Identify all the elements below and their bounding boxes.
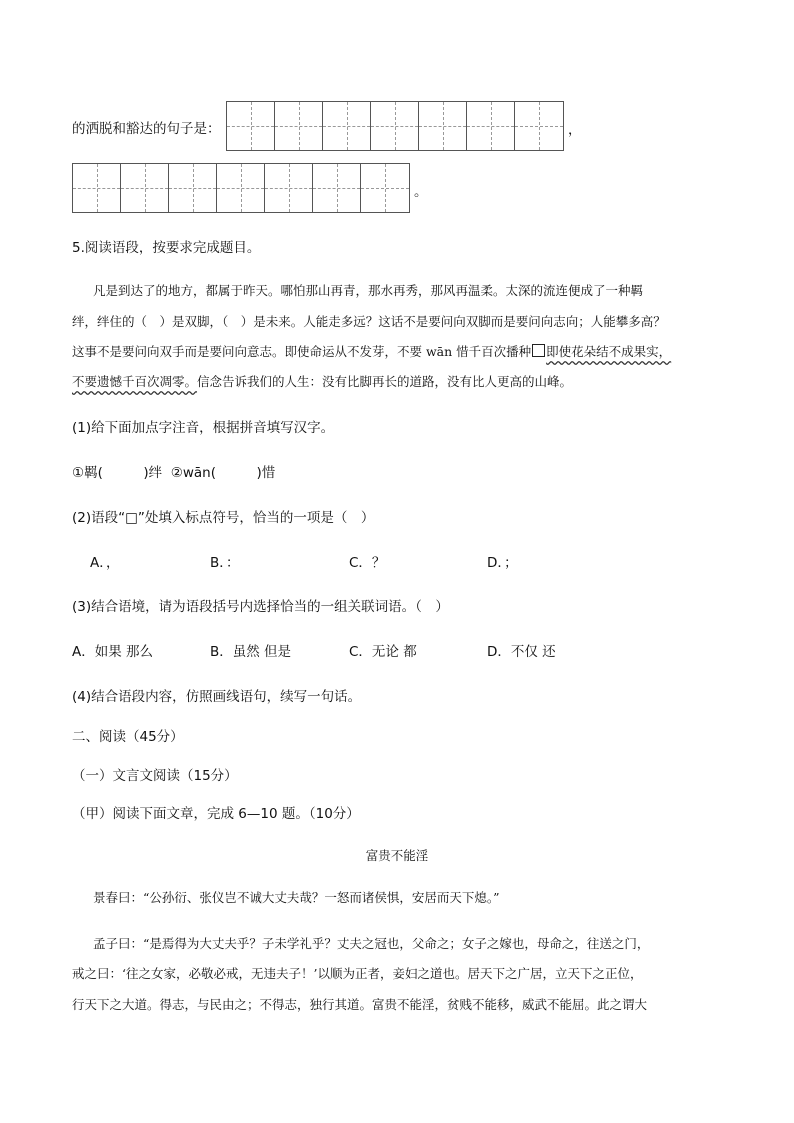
option-2d[interactable]: D．； bbox=[487, 555, 518, 571]
subquestion-1: (1)给下面加点字注音，根据拼音填写汉字。 bbox=[72, 420, 335, 436]
passage-line-3-text: 这事不是要问向双手而是要问向意志。即使命运从不发芽，不要 wān 惜千百次播种 bbox=[72, 344, 532, 359]
passage-line-4 bbox=[72, 372, 572, 390]
grid-cell[interactable] bbox=[371, 102, 419, 150]
grid-cell[interactable] bbox=[73, 164, 121, 212]
classical-para-2-line-1: 孟子曰：“是焉得为大丈夫乎？子未学礼乎？丈夫之冠也，父命之；女子之嫁也，母命之，往送之门， bbox=[93, 936, 650, 951]
grid-cell[interactable] bbox=[169, 164, 217, 212]
subquestion-1-items bbox=[72, 461, 275, 481]
part-a-instruction: （甲）阅读下面文章，完成 6—10 题。（10分） bbox=[72, 806, 360, 822]
option-3b[interactable]: B．虽然 但是 bbox=[210, 644, 292, 660]
blank-square-icon bbox=[532, 344, 545, 357]
grid-cell[interactable] bbox=[275, 102, 323, 150]
grid-cell[interactable] bbox=[361, 164, 409, 212]
underlined-sentence-part-2: 不要遗憾千百次凋零。 bbox=[72, 374, 198, 389]
grid-cell[interactable] bbox=[419, 102, 467, 150]
answer-grid-row-1[interactable] bbox=[226, 101, 564, 151]
q4-prompt-text: 的洒脱和豁达的句子是： bbox=[72, 121, 221, 137]
option-3c[interactable]: C．无论 都 bbox=[349, 644, 417, 660]
item-2-marker: ② bbox=[170, 465, 183, 481]
q5-title: 5.阅读语段，按要求完成题目。 bbox=[72, 240, 261, 256]
option-3d[interactable]: D．不仅 还 bbox=[487, 644, 556, 660]
classical-reading-heading: （一）文言文阅读（15分） bbox=[72, 768, 238, 784]
item-1-blank[interactable]: 羁( )绊 bbox=[84, 465, 163, 481]
classical-para-2-line-3: 行天下之大道。得志，与民由之；不得志，独行其道。富贵不能淫，贫贱不能移，威武不能屈。此之谓大 bbox=[72, 997, 648, 1012]
subquestion-2: (2)语段“□”处填入标点符号，恰当的一项是（ ） bbox=[72, 510, 375, 526]
q4-period: 。 bbox=[414, 184, 428, 200]
underlined-sentence-part-1: 即使花朵结不成果实， bbox=[546, 344, 672, 359]
passage-line-3 bbox=[72, 342, 671, 360]
grid-cell[interactable] bbox=[227, 102, 275, 150]
grid-cell[interactable] bbox=[323, 102, 371, 150]
grid-cell[interactable] bbox=[313, 164, 361, 212]
subquestion-3: (3)结合语境，请为语段括号内选择恰当的一组关联词语。（ ） bbox=[72, 599, 449, 615]
passage-line-4-text: 信念告诉我们的人生：没有比脚再长的道路，没有比人更高的山峰。 bbox=[197, 374, 573, 389]
option-3a[interactable]: A．如果 那么 bbox=[72, 644, 154, 660]
grid-cell[interactable] bbox=[217, 164, 265, 212]
answer-grid-row-2[interactable] bbox=[72, 163, 410, 213]
passage-line-2: 绊，绊住的（ ）是双脚，（ ）是未来。人能走多远？这话不是要问向双脚而是要问向志向；人能攀多高？ bbox=[72, 314, 666, 329]
subquestion-4: (4)结合语段内容，仿照画线语句，续写一句话。 bbox=[72, 689, 362, 705]
item-2-blank[interactable]: wān( )惜 bbox=[182, 465, 276, 481]
grid-cell[interactable] bbox=[467, 102, 515, 150]
item-1-marker: ① bbox=[72, 465, 85, 481]
section-2-heading: 二、阅读（45分） bbox=[72, 729, 184, 745]
option-2a[interactable]: A．， bbox=[90, 555, 120, 571]
classical-para-2-line-2: 戒之曰：‘往之女家，必敬必戒，无违夫子！’以顺为正者，妾妇之道也。居天下之广居，立天下之正位， bbox=[72, 966, 643, 981]
grid-cell[interactable] bbox=[265, 164, 313, 212]
passage-line-1: 凡是到达了的地方，都属于昨天。哪怕那山再青，那水再秀，那风再温柔。太深的流连便成了一种羁 bbox=[93, 283, 644, 298]
grid-cell[interactable] bbox=[515, 102, 563, 150]
classical-para-1: 景春曰：“公孙衍、张仪岂不诚大丈夫哉？一怒而诸侯惧，安居而天下熄。” bbox=[93, 890, 500, 905]
q4-comma: ， bbox=[568, 122, 582, 138]
option-2b[interactable]: B．： bbox=[210, 555, 240, 571]
option-2c[interactable]: C．？ bbox=[349, 555, 386, 571]
classical-text-title: 富贵不能淫 bbox=[365, 848, 429, 863]
grid-cell[interactable] bbox=[121, 164, 169, 212]
